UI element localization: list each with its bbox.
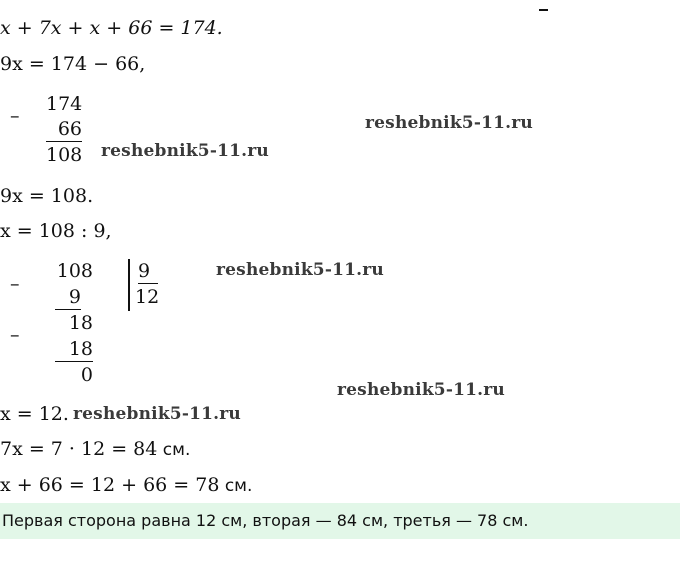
watermark: reshebnik5-11.ru xyxy=(216,260,384,280)
watermark: reshebnik5-11.ru xyxy=(101,141,269,161)
watermark: reshebnik5-11.ru xyxy=(365,113,533,133)
equation-line-1: x + 7x + x + 66 = 174. xyxy=(0,17,223,39)
top-dash xyxy=(539,9,548,11)
division-minus-2: – xyxy=(10,324,20,346)
first-subtrahend: 9 xyxy=(55,285,81,310)
equation-line-5: x = 12. xyxy=(0,403,69,425)
division-bar xyxy=(128,259,130,311)
subtraction-sign: – xyxy=(10,105,20,127)
quotient: 12 xyxy=(135,286,160,308)
equation-line-7 xyxy=(0,473,252,498)
equation-line-6 xyxy=(0,437,190,462)
minuend: 174 xyxy=(46,93,83,115)
watermark: reshebnik5-11.ru xyxy=(337,380,505,400)
equation-line-3: 9x = 108. xyxy=(0,185,94,207)
answer-banner: Первая сторона равна 12 см, вторая — 84 см, третья — 78 см. xyxy=(0,503,680,539)
watermark: reshebnik5-11.ru xyxy=(73,404,241,424)
unit-cm: см. xyxy=(219,476,253,496)
equation-line-6-math: 7x = 7 · 12 = 84 xyxy=(0,438,158,460)
second-subtrahend: 18 xyxy=(55,337,93,362)
remainder: 18 xyxy=(68,312,93,334)
final-remainder: 0 xyxy=(80,364,93,386)
divisor: 9 xyxy=(138,259,158,284)
equation-line-7-math: x + 66 = 12 + 66 = 78 xyxy=(0,474,220,496)
equation-line-2: 9x = 174 − 66, xyxy=(0,53,146,75)
dividend: 108 xyxy=(56,260,93,282)
difference: 108 xyxy=(46,144,83,166)
subtrahend: 66 xyxy=(46,117,82,142)
division-minus-1: – xyxy=(10,273,20,295)
equation-line-4: x = 108 : 9, xyxy=(0,220,112,242)
unit-cm: см. xyxy=(157,440,191,460)
